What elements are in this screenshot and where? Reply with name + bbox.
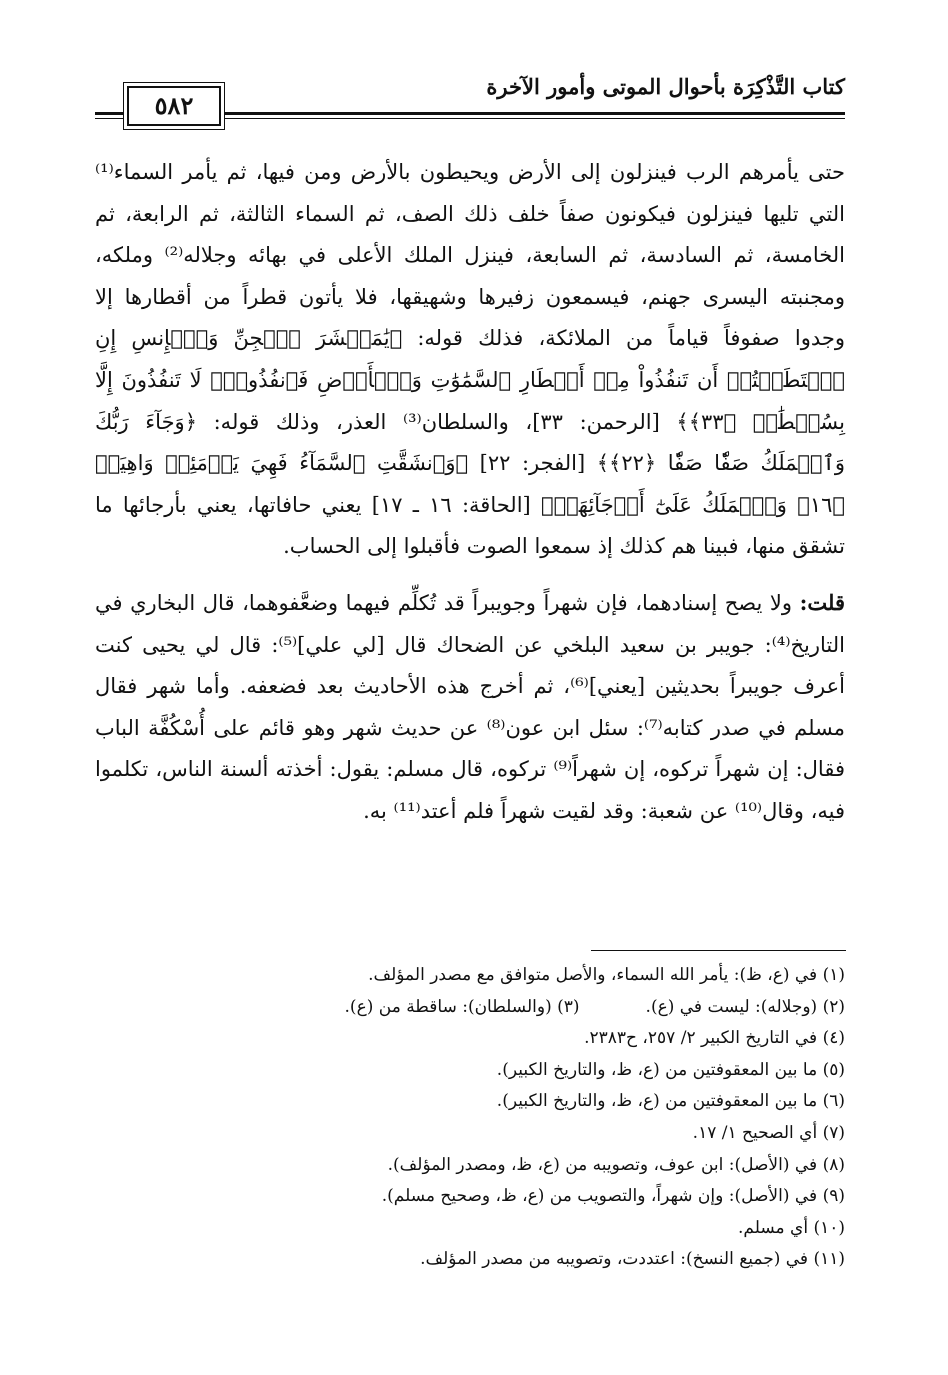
footnotes: [95, 960, 845, 1276]
paragraph-2: [95, 582, 845, 833]
footnote-11: (١١) في (جميع النسخ): اعتددت، وتصويبه من مصدر المؤلف.: [420, 1249, 845, 1270]
footnote-4: (٤) في التاريخ الكبير ٢/ ٢٥٧، ح٢٣٨٣.: [584, 1028, 845, 1049]
footnote-7: (٧) أي الصحيح ١/ ١٧.: [692, 1122, 845, 1143]
lead-word: قلت:: [799, 589, 845, 615]
main-text: [95, 152, 845, 833]
footnote-2: (٢) (وجلاله): ليست في (ع).: [645, 996, 845, 1017]
footnote-9: (٩) في (الأصل): وإن شهراً، والتصويب من (ع، ظ، وصحيح مسلم).: [381, 1186, 845, 1207]
book-title: كتاب التَّذْكِرَة بأحوال الموتى وأمور الآخرة: [486, 74, 845, 99]
paragraph-2-text: ولا يصح إسنادهما، فإن شهراً وجويبراً قد تُكلِّم فيهما وضعَّفوهما، قال البخاري في التاريخ⁽⁴⁾: جويبر بن سعيد البلخي عن الضحاك قال [لي علي]⁽⁵⁾: قال لي يحيى كنت أعرف جويبراً بحديثين [يعني]⁽⁶⁾، ثم أخرج هذه الأحاديث بعد فضعفه. وأما شهر فقال مسلم في صدر كتابه⁽⁷⁾: سئل ابن عون⁽⁸⁾ عن حديث شهر وهو قائم على أُسْكُفَّة الباب فقال: إن شهراً تركوه، إن شهراً⁽⁹⁾ تركوه، قال مسلم: يقول: أخذته ألسنة الناس، تكلموا فيه، وقال⁽¹⁰⁾ عن شعبة: وقد لقيت شهراً فلم أعتد⁽¹¹⁾ به.: [95, 590, 846, 823]
footnote-10: (١٠) أي مسلم.: [738, 1217, 845, 1238]
footnote-1: (١) في (ع، ظ): يأمر الله السماء، والأصل متوافق مع مصدر المؤلف.: [368, 965, 845, 985]
footnote-separator: [591, 950, 846, 951]
footnote-3: (٣) (والسلطان): ساقطة من (ع).: [344, 996, 580, 1017]
footnote-6: (٦) ما بين المعقوفتين من (ع، ظ، والتاريخ الكبير).: [496, 1091, 845, 1112]
footnote-8: (٨) في (الأصل): ابن عوف، وتصويبه من (ع، ظ، ومصدر المؤلف).: [387, 1154, 845, 1175]
running-header: [95, 70, 845, 132]
footnote-row-2-3: [95, 992, 845, 1024]
page-number: ٥٨٢: [127, 86, 221, 126]
footnote-5: (٥) ما بين المعقوفتين من (ع، ظ، والتاريخ الكبير).: [496, 1059, 845, 1080]
paragraph-1: حتى يأمرهم الرب فينزلون إلى الأرض ويحيطون بالأرض ومن فيها، ثم يأمر السماء⁽¹⁾ التي تليها فينزلون فيكونون صفاً خلف ذلك الصف، ثم السماء الثالثة، ثم الرابعة، ثم الخامسة، ثم السادسة، ثم السابعة، فينزل الملك الأعلى في بهائه وجلاله⁽²⁾ وملكه، ومجنبته اليسرى جهنم، فيسمعون زفيرها وشهيقها، فلا يأتون قطراً من أقطارها إلا وجدوا صفوفاً قياماً من الملائكة، فذلك قوله: ﴿يَٰمَعۡشَرَ ٱلۡجِنِّ وَٱلۡإِنسِ إِنِ ٱسۡتَطَعۡتُمۡ أَن تَنفُذُواْ مِنۡ أَقۡطَارِ ٱلسَّمَٰوَٰتِ وَٱلۡأَرۡضِ فَٱنفُذُواْۚ لَا تَنفُذُونَ إِلَّا بِسُلۡطَٰنٖ ﴿٣٣﴾﴾ [الرحمن: ٣٣]، والسلطان⁽³⁾ العذر، وذلك قوله: ﴿وَجَآءَ رَبُّكَ وَٱلۡمَلَكُ صَفّٗا صَفّٗا ﴿٢٢﴾﴾ [الفجر: ٢٢] ﴿وَٱنشَقَّتِ ٱلسَّمَآءُ فَهِيَ يَوۡمَئِذٖ وَاهِيَةٞ ﴿١٦﴾ وَٱلۡمَلَكُ عَلَىٰٓ أَرۡجَآئِهَاۚ﴾ [الحاقة: ١٦ ـ ١٧] يعني حافاتها، يعني بأرجائها ما تشقق منها، فبينا هم كذلك إذ سمعوا الصوت فأقبلوا إلى الحساب.: [95, 160, 846, 559]
